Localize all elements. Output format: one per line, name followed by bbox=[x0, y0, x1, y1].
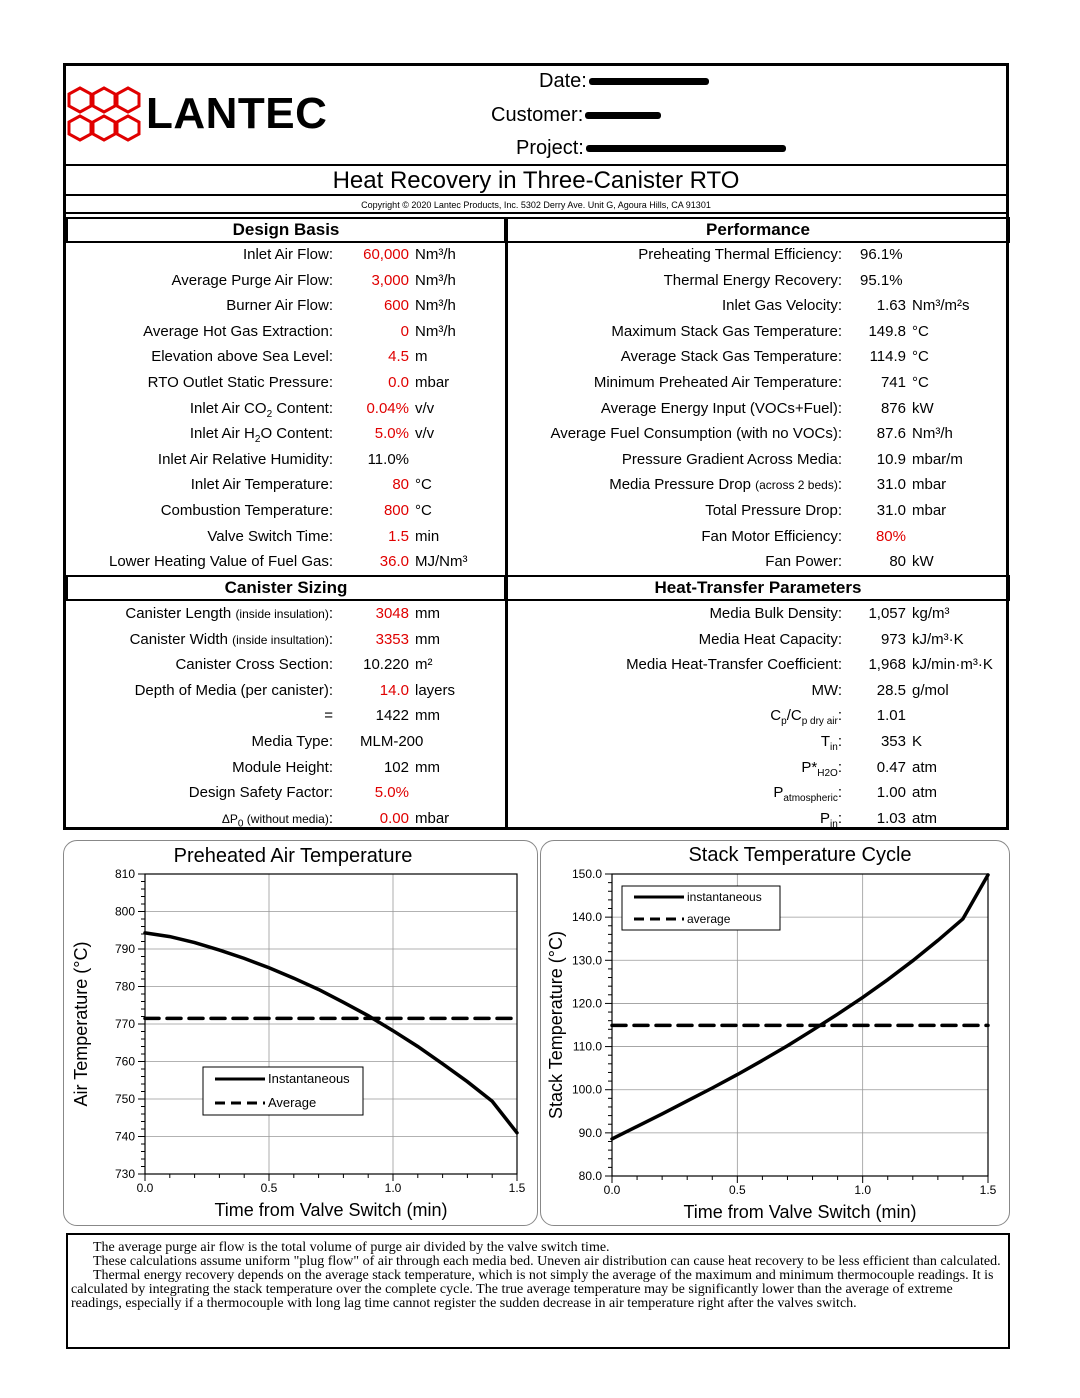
row-label: $T_{in}$: bbox=[820, 733, 842, 753]
row-value: 1,968 bbox=[868, 656, 906, 674]
heat-transfer-header: Heat-Transfer Parameters bbox=[506, 575, 1010, 601]
row-unit: kJ/m³·K bbox=[912, 630, 964, 648]
row-label: Fan Motor Efficiency: bbox=[701, 527, 842, 545]
date-field bbox=[539, 68, 709, 94]
row-value: 1.63 bbox=[876, 297, 906, 315]
row-label: Average Fuel Consumption (with no VOCs): bbox=[550, 425, 842, 443]
row-unit: kg/m³ bbox=[912, 605, 950, 622]
row-value: 1422 bbox=[375, 707, 409, 725]
row-label: = bbox=[324, 707, 333, 725]
row-value: 5.0% bbox=[374, 425, 409, 443]
row-unit: MJ/Nm³ bbox=[415, 553, 468, 571]
performance-header: Performance bbox=[506, 217, 1010, 243]
x-tick-label: 0.5 bbox=[728, 1183, 746, 1197]
row-value: 11.0% bbox=[367, 450, 409, 468]
report-title: Heat Recovery in Three-Canister RTO bbox=[66, 164, 1006, 196]
notes-box bbox=[66, 1233, 1010, 1349]
row-unit: °C bbox=[415, 476, 432, 494]
row-value: 1.03 bbox=[876, 809, 906, 827]
row-label: Inlet Air Relative Humidity: bbox=[157, 450, 333, 468]
row-unit: g/mol bbox=[912, 681, 949, 699]
lantec-hexagon-logo bbox=[67, 86, 145, 142]
row-value: 876 bbox=[880, 399, 906, 417]
y-tick-label: 130.0 bbox=[571, 953, 602, 968]
row-value: 0.0 bbox=[388, 374, 409, 391]
row-label: Design Safety Factor: bbox=[188, 784, 333, 802]
performance-row bbox=[0, 498, 1080, 523]
row-label: Canister Length (inside insulation): bbox=[125, 605, 333, 622]
canister-sizing-header: Canister Sizing bbox=[66, 575, 506, 601]
row-unit: K bbox=[912, 733, 923, 750]
row-label: Average Stack Gas Temperature: bbox=[620, 348, 842, 366]
row-label: Maximum Stack Gas Temperature: bbox=[611, 322, 842, 340]
row-value: 36.0 bbox=[379, 553, 409, 571]
performance-row bbox=[0, 421, 1080, 446]
row-unit: mm bbox=[415, 707, 440, 725]
row-value: 973 bbox=[880, 630, 906, 648]
x-axis-label: Time from Valve Switch (min) bbox=[683, 1202, 917, 1222]
row-label: Canister Width (inside insultation): bbox=[129, 630, 333, 648]
row-label: Inlet Gas Velocity: bbox=[721, 297, 842, 315]
y-tick-label: 90.0 bbox=[578, 1125, 602, 1140]
performance-row bbox=[0, 268, 1080, 293]
row-label: Average Purge Air Flow: bbox=[171, 271, 333, 289]
y-tick-label: 780 bbox=[114, 979, 135, 994]
row-unit: mbar bbox=[912, 502, 947, 519]
y-tick-label: 80.0 bbox=[578, 1169, 602, 1183]
redacted-project bbox=[586, 145, 786, 152]
y-tick-label: 770 bbox=[114, 1017, 135, 1031]
row-label: Fan Power: bbox=[765, 553, 842, 571]
brand-name: LANTEC bbox=[146, 89, 328, 138]
row-unit: Nm³/h bbox=[415, 246, 456, 263]
row-label: $P_{atmospheric}$: bbox=[773, 784, 842, 805]
note-1: The average purge air flow is the total volume of purge air divided by the valve switch time. bbox=[93, 1240, 610, 1255]
y-tick-label: 800 bbox=[114, 904, 135, 919]
row-value: 800 bbox=[383, 502, 409, 519]
row-unit: Nm³/h bbox=[415, 322, 456, 340]
row-label: Average Hot Gas Extraction: bbox=[143, 322, 333, 340]
row-unit: mm bbox=[415, 758, 440, 776]
row-value: 114.9 bbox=[869, 348, 906, 366]
row-label: Inlet Air $CO_2$ Content: bbox=[189, 399, 333, 420]
performance-row bbox=[0, 370, 1080, 395]
row-unit: v/v bbox=[415, 425, 435, 443]
row-value: 3353 bbox=[375, 630, 409, 648]
heat-transfer-row bbox=[0, 729, 1080, 754]
row-value: 0.00 bbox=[379, 809, 409, 827]
row-value: 741 bbox=[880, 374, 906, 391]
legend-label: Average bbox=[268, 1095, 317, 1110]
row-label: $P*_{H2O}$: bbox=[801, 758, 842, 779]
row-value: 353 bbox=[880, 733, 906, 750]
row-value: MLM-200 bbox=[360, 733, 424, 750]
row-label: Preheating Thermal Efficiency: bbox=[638, 246, 842, 263]
x-tick-label: 0.0 bbox=[136, 1181, 154, 1195]
row-unit: kJ/min·m³·K bbox=[912, 656, 993, 674]
row-value: 149.8 bbox=[868, 322, 906, 340]
row-label: $\Delta P_0$ (without media): bbox=[221, 809, 333, 830]
row-value: 600 bbox=[383, 297, 409, 315]
row-label: $C_p/C_{p dry air}$: bbox=[770, 707, 842, 728]
y-tick-label: 740 bbox=[114, 1129, 135, 1144]
row-value: 0 bbox=[400, 322, 409, 340]
legend-label: average bbox=[687, 912, 731, 926]
y-tick-label: 760 bbox=[114, 1054, 135, 1069]
row-label: RTO Outlet Static Pressure: bbox=[147, 374, 333, 391]
performance-row bbox=[0, 472, 1080, 497]
row-unit: Nm³/h bbox=[415, 297, 456, 315]
y-tick-label: 810 bbox=[114, 867, 135, 881]
row-value: 102 bbox=[383, 758, 409, 776]
row-value: 28.5 bbox=[876, 681, 906, 699]
row-label: Elevation above Sea Level: bbox=[151, 348, 333, 366]
row-value: 0.47 bbox=[876, 758, 906, 776]
row-value: 31.0 bbox=[876, 476, 906, 494]
row-label: Valve Switch Time: bbox=[207, 527, 333, 545]
row-value: 14.0 bbox=[379, 681, 409, 699]
row-unit: Nm³/h bbox=[415, 271, 456, 289]
performance-row bbox=[0, 396, 1080, 421]
performance-row bbox=[0, 447, 1080, 472]
row-unit: atm bbox=[912, 809, 938, 827]
row-value: 3048 bbox=[375, 605, 409, 622]
performance-row bbox=[0, 293, 1080, 318]
row-label: Depth of Media (per canister): bbox=[134, 681, 333, 699]
row-value: 10.9 bbox=[876, 450, 906, 468]
row-value: 80 bbox=[889, 553, 906, 571]
row-unit: atm bbox=[912, 758, 938, 776]
note-3: Thermal energy recovery depends on the average stack temperature, which is not simply the average of the maximum and minimum thermocouple readings. It is calculated by integrating the stack temperature over the complete cycle. The true average temperature may be significantly lower than the average of extreme readings, especially if a thermocouple with long lag time cannot register the sudden decrease in air temperature right after the valves switch. bbox=[71, 1268, 994, 1311]
row-label: Inlet Air Flow: bbox=[242, 246, 333, 263]
row-value: 60,000 bbox=[363, 246, 409, 263]
y-tick-label: 120.0 bbox=[571, 996, 602, 1011]
performance-row bbox=[0, 549, 1080, 574]
legend-label: instantaneous bbox=[687, 890, 762, 904]
row-label: Combustion Temperature: bbox=[160, 502, 333, 519]
heat-transfer-row bbox=[0, 703, 1080, 728]
x-tick-label: 1.0 bbox=[854, 1183, 872, 1197]
row-value: 5.0% bbox=[374, 784, 409, 802]
row-unit: mbar/m bbox=[912, 450, 963, 468]
performance-row bbox=[0, 344, 1080, 369]
row-value: 0.04% bbox=[366, 399, 409, 417]
copyright-line: Copyright © 2020 Lantec Products, Inc. 5302 Derry Ave. Unit G, Agoura Hills, CA 91301 bbox=[66, 198, 1006, 214]
y-tick-label: 730 bbox=[114, 1167, 135, 1181]
row-value: 1.5 bbox=[388, 527, 409, 545]
customer-label: Customer: bbox=[491, 104, 584, 126]
legend-label: Instantaneous bbox=[268, 1071, 350, 1086]
row-label: Media Pressure Drop (across 2 beds): bbox=[609, 476, 842, 494]
row-label: Total Pressure Drop: bbox=[705, 502, 842, 519]
row-label: Burner Air Flow: bbox=[226, 297, 333, 315]
y-tick-label: 150.0 bbox=[571, 867, 602, 881]
row-value: 1.01 bbox=[876, 707, 906, 725]
row-label: Lower Heating Value of Fuel Gas: bbox=[108, 553, 333, 571]
y-tick-label: 750 bbox=[114, 1092, 135, 1106]
row-label: Average Energy Input (VOCs+Fuel): bbox=[600, 399, 842, 417]
row-label: Pressure Gradient Across Media: bbox=[621, 450, 842, 468]
project-field bbox=[516, 135, 786, 161]
x-tick-label: 0.5 bbox=[260, 1181, 278, 1195]
row-label: Media Type: bbox=[251, 733, 333, 750]
row-unit: mbar bbox=[415, 809, 450, 827]
row-value: 31.0 bbox=[876, 502, 906, 519]
row-unit: layers bbox=[415, 681, 456, 699]
x-tick-label: 0.0 bbox=[603, 1183, 621, 1197]
y-tick-label: 790 bbox=[114, 942, 135, 956]
y-tick-label: 140.0 bbox=[571, 910, 602, 925]
y-tick-label: 100.0 bbox=[571, 1082, 602, 1097]
redacted-customer bbox=[585, 112, 661, 119]
row-unit: °C bbox=[912, 374, 929, 391]
y-axis-label: Air Temperature (°C) bbox=[71, 941, 91, 1107]
performance-row bbox=[0, 242, 1080, 267]
row-value: 3,000 bbox=[371, 271, 409, 289]
stack-temperature-chart bbox=[540, 840, 1010, 1226]
row-unit: m bbox=[415, 348, 428, 366]
row-label: Canister Cross Section: bbox=[175, 656, 333, 674]
row-label: Media Bulk Density: bbox=[709, 605, 842, 622]
row-unit: kW bbox=[912, 553, 934, 571]
x-tick-label: 1.0 bbox=[384, 1181, 402, 1195]
row-label: Module Height: bbox=[232, 758, 333, 776]
y-axis-label: Stack Temperature (°C) bbox=[546, 931, 566, 1119]
row-label: $P_{in}$: bbox=[820, 809, 842, 830]
row-value: 95.1% bbox=[860, 271, 903, 289]
heat-transfer-row bbox=[0, 678, 1080, 703]
row-value: 4.5 bbox=[388, 348, 409, 366]
redacted-date bbox=[589, 78, 709, 85]
design-basis-header: Design Basis bbox=[66, 217, 506, 243]
preheated-air-chart bbox=[63, 840, 538, 1226]
row-unit: min bbox=[415, 527, 440, 545]
row-unit: mbar bbox=[415, 374, 450, 391]
heat-transfer-row bbox=[0, 780, 1080, 805]
row-unit: °C bbox=[912, 348, 929, 366]
heat-transfer-row bbox=[0, 627, 1080, 652]
row-value: 1.00 bbox=[876, 784, 906, 802]
row-unit: °C bbox=[912, 322, 929, 340]
row-value: 10.220 bbox=[363, 656, 409, 674]
row-value: 80 bbox=[392, 476, 409, 494]
row-value: 80% bbox=[875, 527, 906, 545]
row-unit: mm bbox=[415, 605, 440, 622]
row-unit: mbar bbox=[912, 476, 947, 494]
row-unit: kW bbox=[912, 399, 934, 417]
row-label: MW: bbox=[811, 681, 842, 699]
row-label: Thermal Energy Recovery: bbox=[663, 271, 842, 289]
row-unit: mm bbox=[415, 630, 440, 648]
x-tick-label: 1.5 bbox=[979, 1183, 997, 1197]
row-unit: v/v bbox=[415, 399, 435, 417]
performance-row bbox=[0, 319, 1080, 344]
row-label: Minimum Preheated Air Temperature: bbox=[593, 374, 842, 391]
row-label: Inlet Air Temperature: bbox=[190, 476, 333, 494]
note-2: These calculations assume uniform "plug flow" of air through each media bed. Uneven air distribution can cause heat recovery to be less efficient than calculated. bbox=[93, 1254, 1001, 1269]
row-unit: Nm³/m²s bbox=[912, 297, 970, 315]
chart-title: Preheated Air Temperature bbox=[173, 845, 413, 867]
heat-transfer-row bbox=[0, 652, 1080, 677]
heat-transfer-row bbox=[0, 806, 1080, 831]
project-label: Project: bbox=[516, 137, 584, 159]
heat-transfer-row bbox=[0, 755, 1080, 780]
customer-field bbox=[491, 102, 661, 128]
row-value: 87.6 bbox=[876, 425, 906, 443]
date-label: Date: bbox=[539, 70, 587, 92]
row-unit: Nm³/h bbox=[912, 425, 953, 443]
row-label: Media Heat Capacity: bbox=[698, 630, 842, 648]
y-tick-label: 110.0 bbox=[572, 1039, 602, 1054]
row-value: 1,057 bbox=[868, 605, 906, 622]
row-unit: m² bbox=[415, 656, 433, 674]
chart-title: Stack Temperature Cycle bbox=[688, 844, 912, 866]
row-unit: atm bbox=[912, 784, 938, 802]
row-label: Inlet Air $H_2O$ Content: bbox=[189, 425, 333, 446]
performance-row bbox=[0, 524, 1080, 549]
row-unit: °C bbox=[415, 502, 432, 519]
heat-transfer-row bbox=[0, 601, 1080, 626]
row-label: Media Heat-Transfer Coefficient: bbox=[626, 656, 842, 674]
x-axis-label: Time from Valve Switch (min) bbox=[214, 1200, 448, 1220]
x-tick-label: 1.5 bbox=[508, 1181, 526, 1195]
row-value: 96.1% bbox=[860, 246, 903, 263]
